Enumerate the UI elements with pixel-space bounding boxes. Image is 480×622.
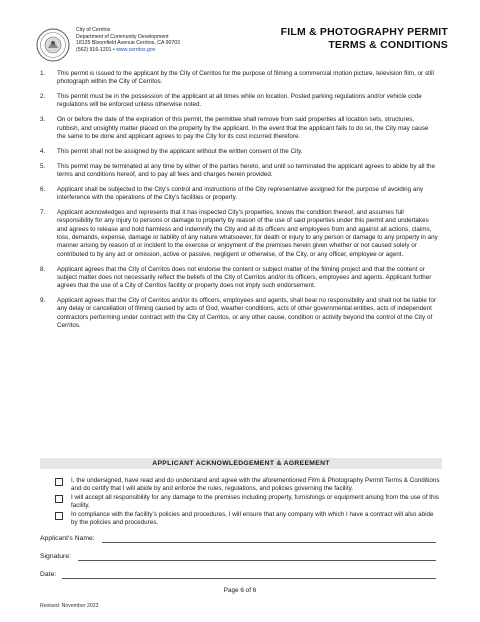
signature-line[interactable]: [78, 560, 436, 561]
acknowledgement-item: [40, 511, 440, 528]
department-name: Department of Community Development: [76, 33, 169, 40]
term-number: 1.: [40, 70, 46, 77]
term-text: This permit may be terminated at any time by either of the parties hereto, and until so terminated the applicant agrees to abide by all the terms and conditions hereof, and to pay all fees and charges herein provided.: [57, 162, 436, 179]
term-number: 3.: [40, 116, 46, 124]
term-number: 2.: [40, 93, 46, 101]
term-item: [40, 116, 438, 141]
signature-fields: [40, 534, 440, 588]
date-field[interactable]: [40, 570, 440, 588]
acknowledgement-heading: APPLICANT ACKNOWLEDGEMENT & AGREEMENT: [40, 458, 442, 469]
term-text: Applicant agrees that the City of Cerritos and/or its officers, employees and agents, shall bear no responsibility and shall not be liable for any delay or cancellation of filming caused by acts of God, weather conditions, acts of other governmental entities, acts of independent contractors performing under contract with the City of Cerritos, or any other cause, condition or activity beyond the control of the City of Cerritos.: [57, 296, 436, 329]
revised-date: Revised: November 2023: [40, 603, 99, 609]
applicant-name-label: Applicant’s Name:: [40, 535, 95, 542]
term-item: [40, 297, 438, 330]
date-line[interactable]: [62, 578, 436, 579]
term-number: 8.: [40, 265, 46, 273]
acknowledgement-text: I will accept all responsibility for any damage to the premises including property, furnishings or equipment arising from the use of this facility.: [71, 493, 440, 510]
street-address: 18125 Bloomfield Avenue Cerritos, CA 90703: [76, 40, 181, 47]
signature-label: Signature:: [40, 553, 71, 560]
term-text: Applicant acknowledges and represents that it has inspected City’s properties, knows the condition thereof, and assumes full responsibility for any injury to persons or damage to property by reason of the use of said properties under this permit and undertakes and agrees to release and hold harmless and indemnify the City and all its officers and employees from and against all actions, claims, loss, demands, expense, damage or liability of any nature whatsoever, for death or injury to any person or damage to any property in any manner arising by reason of or incident to the exercise or enjoyment of the premises herein given whether or not caused solely or contributed to by any act or omission, active or passive, negligent or otherwise, of the City, or any officer, employee or agent.: [57, 209, 438, 258]
term-item: [40, 163, 438, 180]
term-item: [40, 148, 438, 156]
term-number: 9.: [40, 296, 46, 304]
acknowledgement-item: [40, 494, 440, 511]
signature-field[interactable]: [40, 552, 440, 570]
applicant-name-field[interactable]: [40, 534, 440, 552]
date-label: Date:: [40, 571, 57, 578]
acknowledgement-text: I, the undersigned, have read and do understand and agree with the aforementioned Film & Photography Permit Terms & Conditions and do certify that I will abide by and enforce the rules, regulations, and policies governing the facility.: [71, 477, 440, 493]
acknowledgement-checklist: [40, 477, 440, 527]
address-block: [76, 27, 180, 53]
term-text: This permit is issued to the applicant by the City of Cerritos for the purpose of filming a commercial motion picture, television film, or still photograph within the City of Cerritos.: [57, 70, 434, 86]
term-text: This permit must be in the possession of the applicant at all times while on location. Posted parking regulations and/or vehicle code regulations will be enforced unless otherwise noted.: [57, 93, 422, 109]
document-title: [281, 26, 448, 52]
website-link[interactable]: www.cerritos.gov: [116, 46, 156, 53]
agree-checkbox[interactable]: [55, 478, 63, 486]
page-header: [36, 26, 448, 60]
title-line-2: TERMS & CONDITIONS: [328, 39, 448, 51]
title-line-1: FILM & PHOTOGRAPHY PERMIT: [280, 26, 448, 38]
term-item: [40, 93, 438, 110]
contact-line: [76, 47, 180, 54]
term-text: Applicant shall be subjected to the City’s control and instructions of the City representative assigned for the purpose of avoiding any interference with the operations of the City’s facilities or property.: [57, 185, 424, 202]
term-number: 4.: [40, 147, 46, 155]
acknowledgement-text: In compliance with the facility’s policies and procedures, I will ensure that any company with which I have a contract will also abide by the policies and procedures.: [71, 510, 434, 527]
term-number: 7.: [40, 209, 46, 217]
term-number: 5.: [40, 162, 46, 170]
term-text: Applicant agrees that the City of Cerritos does not endorse the content or subject matter of the filming project and that the content or subject matter does not necessarily reflect the beliefs of the City of Cerritos and/or its officers, employees and agents. Applicant further agrees that the use of a City of Cerritos facility or property does not imply such endorsement.: [57, 265, 432, 290]
term-text: This permit shall not be assigned by the applicant without the written consent of the City.: [57, 147, 303, 155]
page-number: Page 6 of 6: [223, 587, 257, 594]
city-seal-icon: [36, 28, 70, 62]
term-text: On or before the date of the expiration of this permit, the permittee shall remove from said properties all location sets, structures, rubbish, and unsightly matter placed on the property by the applicant. In the event that the applicant fails to do so, the City may cause the same to be done and applicant agrees to pay the City for its cost incurred therefore.: [57, 116, 429, 140]
phone-number: (562) 916-1201 •: [76, 46, 115, 53]
org-name: City of Cerritos: [76, 27, 111, 33]
acknowledgement-item: [40, 477, 440, 494]
terms-list: [40, 70, 438, 337]
applicant-name-line[interactable]: [102, 542, 436, 543]
term-item: [40, 266, 438, 291]
term-item: [40, 209, 438, 259]
compliance-checkbox[interactable]: [55, 512, 63, 520]
term-number: 6.: [40, 185, 46, 193]
term-item: [40, 70, 438, 87]
responsibility-checkbox[interactable]: [55, 495, 63, 503]
term-item: [40, 186, 438, 203]
